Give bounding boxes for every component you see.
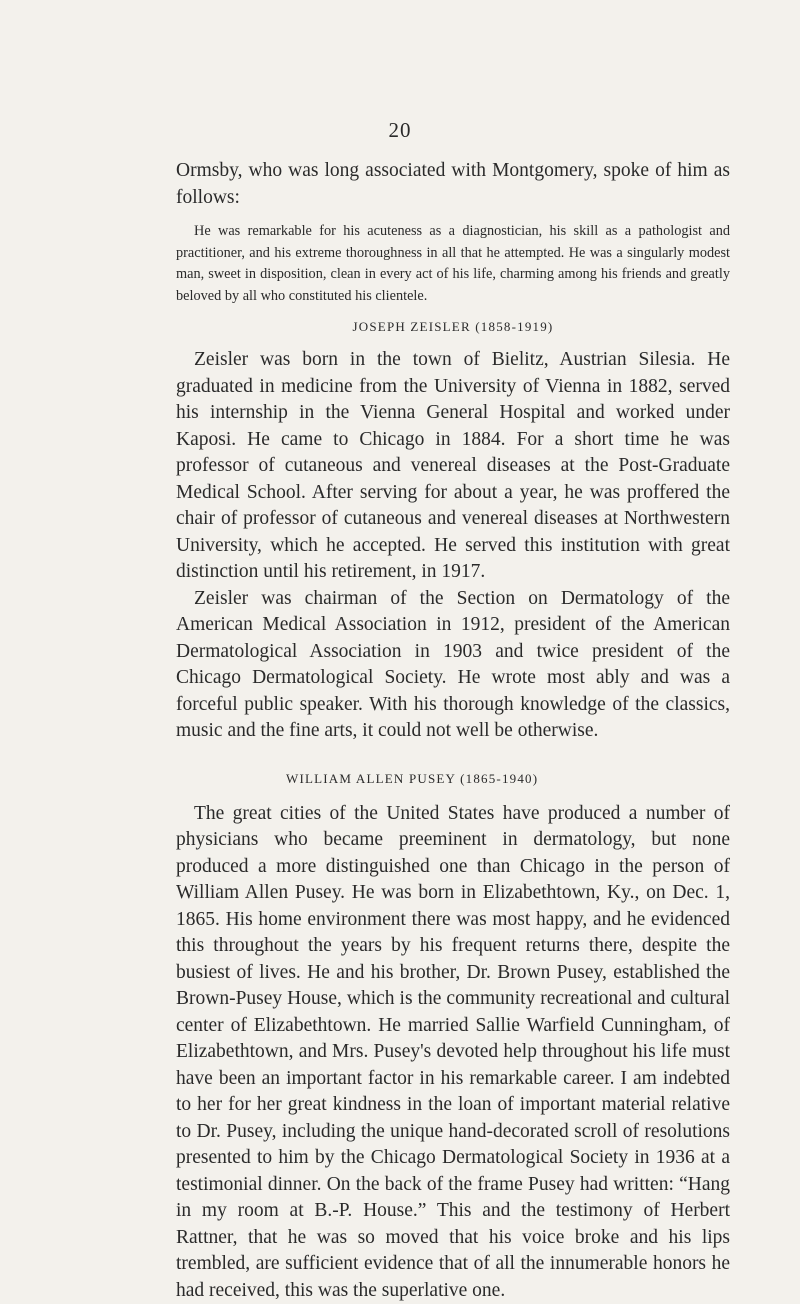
page-content	[176, 158, 730, 1304]
pusey-paragraph-1: The great cities of the United States have produced a number of physicians who became preeminent in dermatology, but none produced a more distinguished one than Chicago in the person of William Allen Pusey. He was born in Elizabethtown, Ky., on Dec. 1, 1865. His home environment there was most happy, and he evidenced this throughout the years by his frequent returns there, despite the busiest of lives. He and his brother, Dr. Brown Pusey, established the Brown-Pusey House, which is the community recreational and cultural center of Elizabethtown. He married Sallie Warfield Cunningham, of Elizabethtown, and Mrs. Pusey's devoted help throughout his life must have been an important factor in his remarkable career. I am indebted to her for her great kindness in the loan of important material relative to Dr. Pusey, including the unique hand-decorated scroll of resolutions presented to him by the Chicago Dermatological Society in 1936 at a testimonial dinner. On the back of the frame Pusey had written: “Hang in my room at B.-P. House.” This and the testimony of Herbert Rattner, that he was so moved that his voice broke and his lips trembled, are sufficient evidence that of all the innumerable honors he had received, this was the superlative one.	[176, 801, 730, 1304]
section-heading-pusey: WILLIAM ALLEN PUSEY (1865-1940)	[176, 771, 730, 787]
block-quote: He was remarkable for his acuteness as a diagnostician, his skill as a pathologist and practitioner, and his extreme thoroughness in all that he attempted. He was a singularly modest man, sweet in disposition, clean in every act of his life, charming among his friends and greatly beloved by all who constituted his clientele.	[176, 221, 730, 307]
intro-paragraph: Ormsby, who was long associated with Montgomery, spoke of him as follows:	[176, 158, 730, 211]
zeisler-paragraph-2: Zeisler was chairman of the Section on Dermatology of the American Medical Association in 1912, president of the American Dermatological Association in 1903 and twice president of the Chicago Dermatological Society. He wrote most ably and was a forceful public speaker. With his thorough knowledge of the classics, music and the fine arts, it could not well be otherwise.	[176, 586, 730, 745]
page-number: 20	[0, 118, 800, 143]
zeisler-paragraph-1: Zeisler was born in the town of Bielitz, Austrian Silesia. He graduated in medicine from the University of Vienna in 1882, served his internship in the Vienna General Hospital and worked under Kaposi. He came to Chicago in 1884. For a short time he was professor of cutaneous and venereal diseases at the Post-Graduate Medical School. After serving for about a year, he was proffered the chair of professor of cutaneous and venereal diseases at Northwestern University, which he accepted. He served this institution with great distinction until his retirement, in 1917.	[176, 347, 730, 586]
section-heading-zeisler: JOSEPH ZEISLER (1858-1919)	[176, 319, 730, 335]
